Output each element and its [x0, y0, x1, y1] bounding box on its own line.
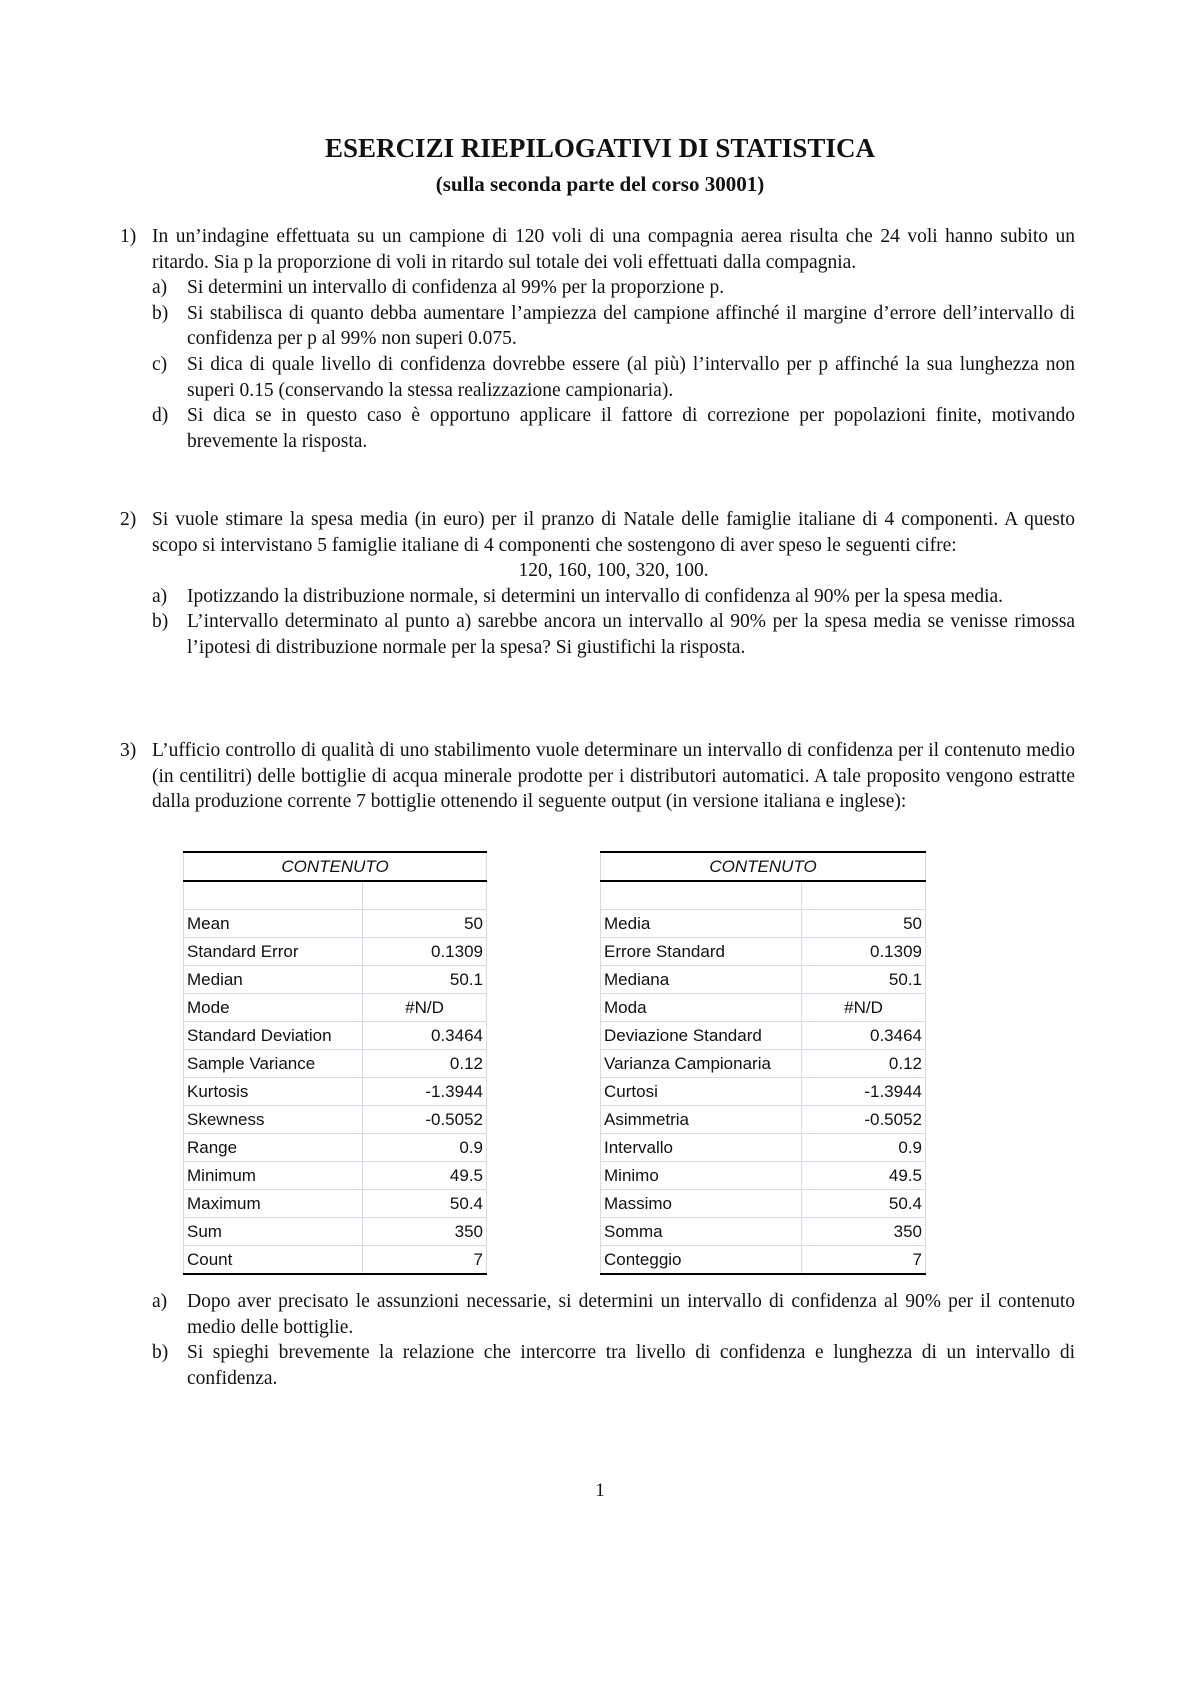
question-letter: a) [152, 1291, 168, 1312]
empty-cell [601, 881, 802, 910]
table-header-row [601, 852, 926, 881]
stat-value: 50 [802, 910, 926, 938]
table-row [601, 966, 926, 994]
question-item [152, 403, 1075, 454]
table-row [601, 1078, 926, 1106]
table-empty-row [184, 881, 487, 910]
question-item [152, 1340, 1075, 1391]
table-row [601, 1050, 926, 1078]
stat-label: Massimo [601, 1190, 802, 1218]
stat-label: Varianza Campionaria [601, 1050, 802, 1078]
stat-label: Minimum [184, 1162, 363, 1190]
question-item [152, 275, 1075, 301]
question-letter: b) [152, 611, 169, 633]
table-row [184, 966, 487, 994]
table-row [601, 1190, 926, 1218]
table-header: CONTENUTO [601, 852, 926, 881]
exercise-intro: In un’indagine effettuata su un campione di 120 voli di una compagnia aerea risulta che 24 voli hanno subito un ritardo. Sia p la proporzione di voli in ritardo sul totale dei voli effettuati dalla compagnia. [152, 226, 1075, 273]
stat-value: 0.1309 [363, 938, 487, 966]
table-row [601, 1246, 926, 1275]
document-title: ESERCIZI RIEPILOGATIVI DI STATISTICA [325, 133, 875, 163]
stat-value: 49.5 [802, 1162, 926, 1190]
table-row [184, 1050, 487, 1078]
table-row [184, 1162, 487, 1190]
stat-label: Somma [601, 1218, 802, 1246]
table-row [184, 994, 487, 1022]
stat-value: 0.9 [802, 1134, 926, 1162]
table-row [184, 1022, 487, 1050]
question-letter: c) [152, 353, 168, 375]
question-item [152, 301, 1075, 352]
table-row [184, 1246, 487, 1275]
empty-cell [363, 881, 487, 910]
stat-value: 350 [802, 1218, 926, 1246]
table-row [601, 1218, 926, 1246]
stat-label: Standard Error [184, 938, 363, 966]
table-row [184, 1190, 487, 1218]
exercise-3-questions [120, 1289, 1075, 1391]
stat-label: Intervallo [601, 1134, 802, 1162]
question-item [152, 352, 1075, 403]
stat-label: Mean [184, 910, 363, 938]
exercise-intro: L’ufficio controllo di qualità di uno stabilimento vuole determinare un intervallo di confidenza per il contenuto medio (in centilitri) delle bottiglie di acqua minerale prodotte per i distributori automatici. A tale proposito vengono estratte dalla produzione corrente 7 bottiglie ottenendo il seguente output (in versione italiana e inglese): [152, 740, 1075, 813]
exercise-2 [120, 507, 1075, 661]
stat-label: Skewness [184, 1106, 363, 1134]
stat-value: 350 [363, 1218, 487, 1246]
stat-value: 50.1 [802, 966, 926, 994]
table-row [184, 1078, 487, 1106]
stat-label: Kurtosis [184, 1078, 363, 1106]
stat-value: -1.3944 [802, 1078, 926, 1106]
question-text: Si dica di quale livello di confidenza dovrebbe essere (al più) l’intervallo per p affinché la sua lunghezza non superi 0.15 (conservando la stessa realizzazione campionaria). [187, 353, 1075, 401]
stat-value: -0.5052 [363, 1106, 487, 1134]
stat-value: #N/D [363, 994, 487, 1022]
stat-label: Maximum [184, 1190, 363, 1218]
question-text: Si stabilisca di quanto debba aumentare l’ampiezza del campione affinché il margine d’errore dell’intervallo di confidenza per p al 99% non superi 0.075. [187, 302, 1075, 350]
stat-label: Errore Standard [601, 938, 802, 966]
stat-label: Sample Variance [184, 1050, 363, 1078]
stat-value: 0.12 [363, 1050, 487, 1078]
question-letter: a) [152, 585, 168, 607]
table-row [184, 938, 487, 966]
document-subtitle: (sulla seconda parte del corso 30001) [435, 172, 765, 196]
stat-label: Minimo [601, 1162, 802, 1190]
exercise-intro: Si vuole stimare la spesa media (in euro) per il pranzo di Natale delle famiglie italiane di 4 componenti. A questo scopo si intervistano 5 famiglie italiane di 4 componenti che sostengono di aver speso le seguenti cifre: [152, 509, 1075, 556]
table-row [601, 1022, 926, 1050]
stat-label: Media [601, 910, 802, 938]
table-row [601, 910, 926, 938]
stat-value: 50.1 [363, 966, 487, 994]
stat-label: Count [184, 1246, 363, 1275]
page-number: 1 [595, 1480, 605, 1501]
empty-cell [184, 881, 363, 910]
stat-value: 7 [802, 1246, 926, 1275]
exercise-1 [120, 224, 1075, 454]
question-letter: b) [152, 1342, 169, 1364]
stat-value: 0.1309 [802, 938, 926, 966]
stat-value: -1.3944 [363, 1078, 487, 1106]
stat-label: Asimmetria [601, 1106, 802, 1134]
question-letter: a) [152, 277, 168, 299]
question-text: Si dica se in questo caso è opportuno applicare il fattore di correzione per popolazioni finite, motivando brevemente la risposta. [187, 405, 1075, 452]
table-header-row [184, 852, 487, 881]
table-row [601, 1106, 926, 1134]
stats-table-italian [600, 851, 926, 1275]
stat-value: 7 [363, 1246, 487, 1275]
table-row [184, 1134, 487, 1162]
stat-label: Conteggio [601, 1246, 802, 1275]
stats-table-english [183, 851, 487, 1275]
stat-value: 50.4 [363, 1190, 487, 1218]
table-row [184, 1106, 487, 1134]
stat-label: Range [184, 1134, 363, 1162]
stat-label: Moda [601, 994, 802, 1022]
stat-label: Median [184, 966, 363, 994]
stat-value: #N/D [802, 994, 926, 1022]
stat-value: 0.3464 [802, 1022, 926, 1050]
stat-value: 0.12 [802, 1050, 926, 1078]
table-empty-row [601, 881, 926, 910]
table-row [601, 938, 926, 966]
stat-label: Sum [184, 1218, 363, 1246]
data-values: 120, 160, 100, 320, 100. [518, 560, 709, 582]
table-header: CONTENUTO [184, 852, 487, 881]
stat-value: 0.9 [363, 1134, 487, 1162]
question-text: Si determini un intervallo di confidenza al 99% per la proporzione p. [187, 277, 725, 299]
question-text: L’intervallo determinato al punto a) sarebbe ancora un intervallo al 90% per la spesa media se venisse rimossa l’ipotesi di distribuzione normale per la spesa? Si giustifichi la risposta. [187, 611, 1075, 658]
empty-cell [802, 881, 926, 910]
question-item [152, 1289, 1075, 1340]
table-row [601, 1162, 926, 1190]
question-item [152, 609, 1075, 660]
stat-value: 50.4 [802, 1190, 926, 1218]
question-text: Si spieghi brevemente la relazione che intercorre tra livello di confidenza e lunghezza di un intervallo di confidenza. [187, 1342, 1075, 1389]
stat-label: Mediana [601, 966, 802, 994]
stat-value: 49.5 [363, 1162, 487, 1190]
stat-label: Standard Deviation [184, 1022, 363, 1050]
stat-value: 50 [363, 910, 487, 938]
question-text: Ipotizzando la distribuzione normale, si determini un intervallo di confidenza al 90% per la spesa media. [187, 585, 1004, 607]
stat-label: Deviazione Standard [601, 1022, 802, 1050]
stat-label: Curtosi [601, 1078, 802, 1106]
stat-value: 0.3464 [363, 1022, 487, 1050]
table-row [601, 1134, 926, 1162]
table-row [184, 910, 487, 938]
question-item [152, 584, 1075, 610]
question-text: Dopo aver precisato le assunzioni necessarie, si determini un intervallo di confidenza al 90% per il contenuto medio delle bottiglie. [187, 1291, 1075, 1338]
question-letter: d) [152, 405, 169, 427]
exercise-number: 1) [120, 226, 137, 247]
table-row [184, 1218, 487, 1246]
stat-value: -0.5052 [802, 1106, 926, 1134]
table-row [601, 994, 926, 1022]
exercise-number: 2) [120, 509, 137, 530]
question-letter: b) [152, 302, 169, 324]
exercise-3 [120, 738, 1075, 815]
exercise-number: 3) [120, 740, 137, 761]
stat-label: Mode [184, 994, 363, 1022]
